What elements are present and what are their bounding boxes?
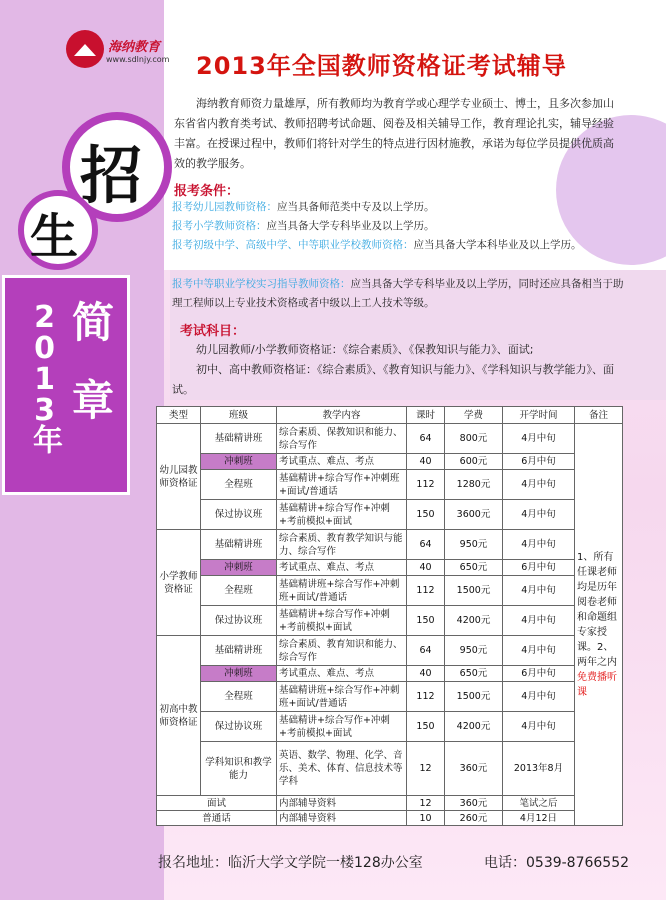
content-cell: 基础精讲班+综合写作+冲刺班+面试/普通话 (277, 682, 407, 712)
fee-cell: 1500元 (445, 576, 503, 606)
side-char-zhang: 章 (72, 376, 115, 425)
type-cell: 初高中教师资格证 (157, 636, 201, 796)
hours-cell: 12 (407, 742, 445, 796)
col-header-type: 类型 (157, 407, 201, 424)
content-cell: 综合素质、教育教学知识与能力、综合写作 (277, 530, 407, 560)
table-row (157, 682, 623, 712)
content-cell: 综合素质、保教知识和能力、综合写作 (277, 424, 407, 454)
hours-cell: 150 (407, 606, 445, 636)
hours-cell: 40 (407, 666, 445, 682)
class-cell: 保过协议班 (201, 500, 277, 530)
table-row (157, 811, 623, 826)
requirement-text: 应当具备大学专科毕业及以上学历，同时还应具备相当于助理工程师以上专业技术资格或者中级以上工人技术等级。 (172, 278, 624, 309)
col-header-content: 教学内容 (277, 407, 407, 424)
class-cell: 全程班 (201, 682, 277, 712)
fee-cell: 360元 (445, 796, 503, 811)
start-cell: 4月中旬 (503, 500, 575, 530)
col-header-fee: 学费 (445, 407, 503, 424)
class-cell: 保过协议班 (201, 712, 277, 742)
requirement-text: 应当具备大学专科毕业及以上学历。 (266, 220, 435, 232)
type-cell: 小学教师资格证 (157, 530, 201, 636)
start-cell: 4月中旬 (503, 712, 575, 742)
fee-cell: 1500元 (445, 682, 503, 712)
start-cell: 4月中旬 (503, 576, 575, 606)
table-row (157, 454, 623, 470)
class-cell: 普通话 (157, 811, 277, 826)
content-cell: 基础精讲+综合写作+冲刺+考前模拟+面试 (277, 712, 407, 742)
requirement-label: 报考初级中学、高级中学、中等职业学校教师资格： (172, 239, 414, 251)
start-cell: 4月中旬 (503, 424, 575, 454)
fee-cell: 4200元 (445, 712, 503, 742)
start-cell: 4月12日 (503, 811, 575, 826)
col-header-start: 开学时间 (503, 407, 575, 424)
class-cell: 冲刺班 (201, 454, 277, 470)
fee-cell: 650元 (445, 560, 503, 576)
content-cell: 考试重点、难点、考点 (277, 454, 407, 470)
table-header-row (157, 407, 623, 424)
start-cell: 4月中旬 (503, 470, 575, 500)
fee-cell: 650元 (445, 666, 503, 682)
fee-cell: 950元 (445, 530, 503, 560)
subjects-line-1: 幼儿园教师/小学教师资格证：《综合素质》、《保教知识与能力》、面试; (196, 343, 534, 356)
hours-cell: 112 (407, 576, 445, 606)
logo-emblem-icon (66, 30, 104, 68)
table-row (157, 712, 623, 742)
fee-cell: 4200元 (445, 606, 503, 636)
hours-cell: 64 (407, 424, 445, 454)
requirement-text: 应当具备师范类中专及以上学历。 (277, 201, 435, 213)
class-cell: 保过协议班 (201, 606, 277, 636)
requirement-label: 报考幼儿园教师资格： (172, 201, 277, 213)
fee-cell: 3600元 (445, 500, 503, 530)
table-row (157, 560, 623, 576)
table-row (157, 530, 623, 560)
class-cell: 基础精讲班 (201, 424, 277, 454)
footer-phone: 电话：0539-8766552 (484, 855, 630, 871)
content-cell: 内部辅导资料 (277, 811, 407, 826)
table-row (157, 666, 623, 682)
start-cell: 4月中旬 (503, 606, 575, 636)
hours-cell: 112 (407, 470, 445, 500)
page-title: 2013年全国教师资格证考试辅导 (196, 52, 567, 80)
intro-paragraph: 海纳教育师资力量雄厚，所有教师均为教育学或心理学专业硕士、博士，且多次参加山东省省内教育类考试、教师招聘考试命题、阅卷及相关辅导工作，教育理论扎实，辅导经验丰富。在授课过程中，教师们将针对学生的特点进行因材施教，承诺为每位学员提供优质高效的教学服务。 (174, 97, 614, 170)
hours-cell: 10 (407, 811, 445, 826)
type-cell: 幼儿园教师资格证 (157, 424, 201, 530)
requirement-label: 报考中等职业学校实习指导教师资格： (172, 278, 351, 290)
class-cell: 冲刺班 (201, 560, 277, 576)
side-char-zhao: 招 (80, 139, 143, 212)
start-cell: 6月中旬 (503, 666, 575, 682)
start-cell: 笔试之后 (503, 796, 575, 811)
col-header-note: 备注 (575, 407, 623, 424)
requirement-label: 报考小学教师资格： (172, 220, 267, 232)
content-cell: 内部辅导资料 (277, 796, 407, 811)
content-cell: 英语、数学、物理、化学、音乐、美术、体育、信息技术等学科 (277, 742, 407, 796)
fee-cell: 800元 (445, 424, 503, 454)
hours-cell: 64 (407, 636, 445, 666)
subjects-heading: 考试科目： (180, 324, 246, 339)
table-row (157, 424, 623, 454)
hours-cell: 150 (407, 712, 445, 742)
start-cell: 4月中旬 (503, 682, 575, 712)
table-row (157, 606, 623, 636)
hours-cell: 112 (407, 682, 445, 712)
content-cell: 综合素质、教育知识和能力、综合写作 (277, 636, 407, 666)
start-cell: 4月中旬 (503, 636, 575, 666)
footer-address: 报名地址：临沂大学文学院一楼128办公室 (158, 855, 423, 871)
note-tail: 听课 (577, 671, 617, 698)
class-cell: 基础精讲班 (201, 636, 277, 666)
content-cell: 考试重点、难点、考点 (277, 666, 407, 682)
fee-table (156, 406, 623, 826)
col-header-class: 班级 (201, 407, 277, 424)
requirements-heading: 报考条件： (174, 184, 240, 199)
side-char-sheng: 生 (30, 209, 79, 265)
logo-url: www.sdlnjy.com (106, 55, 170, 64)
start-cell: 2013年8月 (503, 742, 575, 796)
hours-cell: 64 (407, 530, 445, 560)
content-cell: 基础精讲班+综合写作+冲刺班+面试/普通话 (277, 576, 407, 606)
content-cell: 基础精讲+综合写作+冲刺班+面试/普通话 (277, 470, 407, 500)
table-row (157, 576, 623, 606)
requirement-item (172, 198, 632, 217)
subjects-line-2: 初中、高中教师资格证：《综合素质》、《教育知识与能力》、《学科知识与教学能力》、面试。 (172, 363, 614, 396)
hours-cell: 12 (407, 796, 445, 811)
start-cell: 4月中旬 (503, 530, 575, 560)
requirement-item (172, 236, 632, 255)
class-cell: 冲刺班 (201, 666, 277, 682)
table-row (157, 500, 623, 530)
table-row (157, 470, 623, 500)
fee-cell: 1280元 (445, 470, 503, 500)
content-cell: 考试重点、难点、考点 (277, 560, 407, 576)
fee-cell: 360元 (445, 742, 503, 796)
class-cell: 全程班 (201, 470, 277, 500)
requirement-item (172, 275, 632, 313)
content-cell: 基础精讲+综合写作+冲刺+考前模拟+面试 (277, 606, 407, 636)
note-cell (575, 424, 623, 826)
class-cell: 基础精讲班 (201, 530, 277, 560)
hours-cell: 150 (407, 500, 445, 530)
class-cell: 学科知识和教学能力 (201, 742, 277, 796)
note-highlight: 免费播 (577, 671, 607, 683)
start-cell: 6月中旬 (503, 560, 575, 576)
hours-cell: 40 (407, 560, 445, 576)
fee-cell: 950元 (445, 636, 503, 666)
fee-cell: 260元 (445, 811, 503, 826)
side-year: 2013年 (27, 300, 62, 450)
col-header-hours: 课时 (407, 407, 445, 424)
table-row (157, 636, 623, 666)
fee-cell: 600元 (445, 454, 503, 470)
logo-name: 海纳教育 (108, 40, 161, 55)
side-char-jian: 简 (72, 298, 115, 347)
requirement-item (172, 217, 632, 236)
table-row (157, 742, 623, 796)
class-cell: 全程班 (201, 576, 277, 606)
class-cell: 面试 (157, 796, 277, 811)
requirement-text: 应当具备大学本科毕业及以上学历。 (413, 239, 582, 251)
start-cell: 6月中旬 (503, 454, 575, 470)
note-text: 1、所有任课老师均是历年阅卷老师和命题组专家授课。2、两年之内 (577, 551, 617, 668)
content-cell: 基础精讲+综合写作+冲刺+考前模拟+面试 (277, 500, 407, 530)
hours-cell: 40 (407, 454, 445, 470)
logo (66, 30, 186, 74)
table-row (157, 796, 623, 811)
